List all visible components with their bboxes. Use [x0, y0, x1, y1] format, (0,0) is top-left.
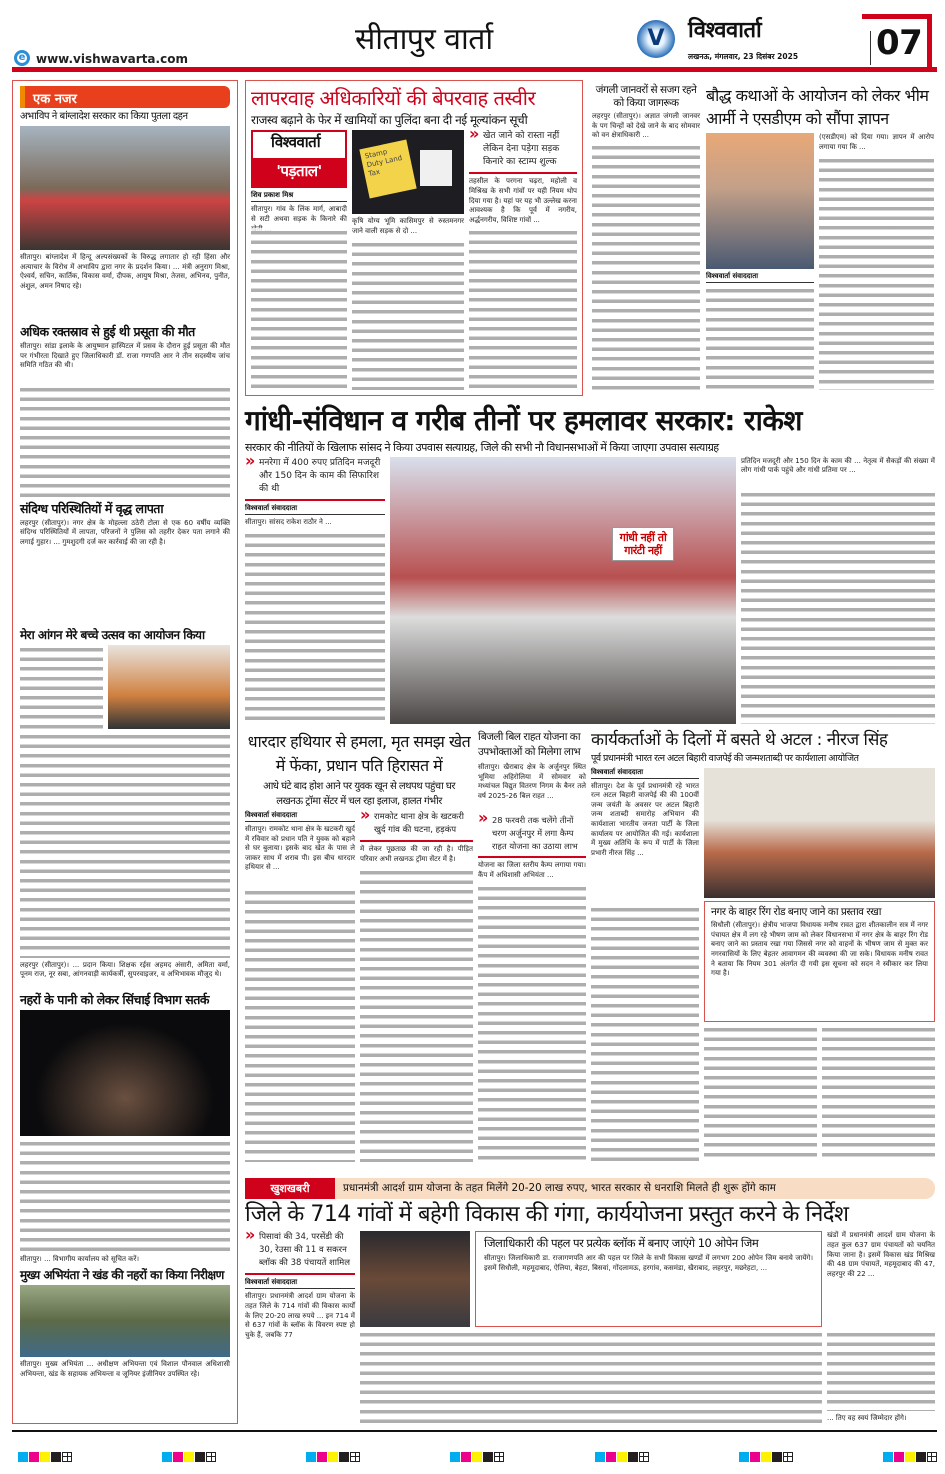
story-heading: अधिक रक्तस्राव से हुई थी प्रसूता की मौत	[20, 324, 195, 339]
investigation-box	[245, 80, 583, 396]
story-col	[827, 1231, 935, 1424]
text-block	[360, 1330, 822, 1424]
byline: शिव प्रकाश मिश्र	[251, 191, 347, 202]
site-logo-e-icon: e	[14, 50, 30, 66]
story-subheading: आधे घंटे बाद होश आने पर युवक खून से लथपथ पहुंचा घर	[263, 781, 455, 792]
story-body: ... तिए वह स्वयं जिम्मेदार होंगे।	[827, 1414, 907, 1422]
story-body: लहरपुर (सीतापुर)। ... प्रदान किया। शिक्षक रईस अहमद अंसारी, अमिता वर्मा, पूनम राज, नूर सबा, आंगनवाड़ी कार्यकर्त्री, सुपरवाइजर, व अभिभावक मौजूद थे।	[20, 960, 230, 979]
middle-row	[245, 730, 935, 1162]
color-bar	[18, 1446, 73, 1465]
text-block	[20, 645, 103, 729]
engineer-inspection-photo	[20, 1285, 230, 1357]
lead-subtitle: सरकार की नीतियों के खिलाफ सांसद ने किया उपवास सत्याग्रह, जिले की सभी नौ विधानसभाओं में किया जाएगा उपवास सत्याग्रह	[245, 440, 719, 454]
text-block	[469, 228, 577, 390]
bheem-story	[706, 84, 934, 390]
protest-photo	[20, 126, 230, 250]
story-body: योजना का जिला स्तरीय कैम्प लगाया गया। कैंप में अधिशासी अभियंता ...	[478, 861, 586, 879]
investigation-col	[251, 130, 347, 390]
village-title: जिले के 714 गांवों में बहेगी विकास की गंगा, कार्ययोजना प्रस्तुत करने के निर्देश	[245, 1202, 849, 1227]
story-body: सीतापुर। गांव के लिंक मार्ग, आबादी से सटी अथवा सड़क के किनारे की	[251, 205, 347, 223]
divider	[245, 1273, 355, 1275]
investigation-col	[352, 130, 464, 390]
divider	[360, 840, 473, 842]
canal-inspection-night-photo	[20, 1010, 230, 1136]
investigation-title: लापरवाह अधिकारियों की बेपरवाह तस्वीर	[251, 86, 536, 110]
text-block	[592, 143, 700, 390]
byline: विश्ववार्ता संवाददाता	[706, 272, 814, 283]
text-block	[20, 385, 230, 498]
story-body: सीतापुर। बांग्लादेश में हिन्दू अल्पसंख्यकों के विरुद्ध लगातार हो रही हिंसा और अत्याचार के विरोध में अभाविप द्वारा नगर के प्रदर्शन किया। ... मंत्री अनुराग मिश्रा, ऐश्वर्य, सचिन, कार्तिक, विकास वर्मा, दीपक, आयुष मिश्रा, तेजस, अभिनव, पुनीत, अंशुल, अमन निषाद रहे।	[20, 253, 230, 290]
text-block	[245, 888, 355, 1162]
story-heading: नगर के बाहर रिंग रोड बनाए जाने का प्रस्ताव रखा	[711, 905, 881, 918]
story-subheading: लखनऊ ट्रॉमा सेंटर में चल रहा इलाज, हालत गंभीर	[276, 796, 442, 807]
story-body: सिधौली (सीतापुर)। क्षेत्रीय भाजपा विधायक मनीष रावत द्वारा शीतकालीन सत्र में नगर पंचायत क्षेत्र में लग रहे भीषण जाम को लेकर विधानसभा में नगर क्षेत्र के बाहर रिंग रोड बनाए जाने का प्रस्ताव रखा गया जिससे नगर को वाहनों के भीषण जाम से मुक्त कर नगरवासियों के लिए बेहतर आवागमन की व्यवस्था की जा सके। विधायक मनीष रावत ने बताया कि नियम 301 अंतर्गत दी गयी इस सूचना को सदन ने स्वीकार कर लिया गया है।	[711, 921, 928, 978]
brand-logo-icon: V	[637, 20, 675, 58]
footer-rule	[12, 1430, 937, 1432]
story-body: लहरपुर (सीतापुर)। अज्ञात जंगली जानवर के पग चिन्हों को देखे जाने के बाद सोमवार को वन क्षेत्राधिकारी ...	[592, 112, 700, 140]
byline: विश्ववार्ता संवाददाता	[245, 504, 385, 515]
workshop-photo	[704, 768, 935, 898]
text-block	[706, 286, 814, 390]
story-heading: नहरों के पानी को लेकर सिंचाई विभाग सतर्क	[20, 991, 209, 1007]
village-story	[245, 1178, 935, 1424]
color-bar	[450, 1446, 505, 1465]
byline: विश्ववार्ता संवाददाता	[245, 811, 355, 822]
memorandum-photo	[706, 133, 814, 269]
story-body: सीतापुर। रामकोट थाना क्षेत्र के खटकरी खुर्द में रविवार को प्रधान पति ने युवक को बहाने से घर बुलाया। इसके बाद खेत के पास ले जाकर साथ में शराब पी। इस बीच धारदार हथियार से ...	[245, 825, 355, 872]
story-body: सीतापुर। मुख्य अभियंता ... अधीक्षण अभियन्ता एवं विशाल पौनवाल अधिशासी अभियन्ता, खंड के सहायक अभियन्ता व जूनियर इंजीनियर उपस्थित रहे।	[20, 1360, 230, 1378]
pull-quote: » खेत जाने को रास्ता नहीं लेकिन देना पड़ेगा सड़क किनारे का स्टाम्प शुल्क	[469, 130, 577, 169]
satyagraha-photo	[390, 457, 736, 724]
padtal-logo: विश्ववार्ता 'पड़ताल'	[251, 130, 347, 188]
investigation-subtitle: राजस्व बढ़ाने के फेर में खामियों का पुलिंदा बना दी नई मूल्यांकन सूची	[251, 113, 528, 127]
left-column	[20, 86, 230, 1418]
site-url[interactable]: www.vishwavarta.com	[36, 52, 188, 66]
story-body: सीतापुर। देश के पूर्व प्रधानमंत्री रहे भारत रत्न अटल बिहारी वाजपेई की की 100वीं जन्म जयंती के अवसर पर अटल बिहारी जन्म शताब्दी समारोह अभियान की कार्यशाला भारतीय जनता पार्टी के जिला कार्यालय पर आयोजित की गई। कार्यशाला में मुख्य अतिथि के रूप में पार्टी के जिला प्रभारी नीरज सिंह ...	[591, 781, 699, 857]
color-bar	[739, 1446, 794, 1465]
story-col	[819, 133, 934, 390]
text-block	[245, 531, 385, 724]
text-block	[827, 1330, 935, 1411]
story-body: में लेकर पूछताछ की जा रही है। पीड़ित परिवार अभी लखनऊ ट्रॉमा सेंटर में है।	[360, 845, 473, 863]
story-body: सीतापुर। प्रधानमंत्री आदर्श ग्राम योजना के तहत जिले के 714 गांवों की विकास कार्यों के लिए 20-20 लाख रुपये ... इन 714 में से 637 गांवों के ब्लॉक के विवरण स्पष्ट हो चुके हैं, जबकि 77	[245, 1292, 355, 1339]
story-heading: बिजली बिल राहत योजना का उपभोक्ताओं को मिलेगा लाभ	[478, 731, 581, 758]
story-col	[245, 1231, 355, 1424]
brand-name: विश्ववार्ता	[688, 18, 762, 43]
investigation-columns	[251, 130, 577, 390]
story-row	[706, 133, 934, 390]
text-block	[360, 868, 473, 1162]
lead-col	[741, 457, 935, 724]
page-number: 07	[876, 23, 923, 63]
ringroad-box	[704, 901, 935, 1023]
electricity-story	[478, 730, 586, 1162]
village-columns	[245, 1231, 935, 1424]
text-block	[741, 490, 935, 724]
story-row	[245, 811, 473, 1162]
story-subheading: पूर्व प्रधानमंत्री भारत रत्न अटल बिहारी वाजपेई की जन्मशताब्दी पर कार्यशाला आयोजित	[591, 753, 859, 765]
story-body: कृषि योग्य भूमि कासिमपुर से रुस्तमनगर जाने वाली सड़क से दो ...	[352, 217, 464, 235]
placard: गांधी नहीं तो गारंटी नहीं	[612, 527, 674, 561]
pull-quote: » पिसावां की 34, परसेंडी की 30, रेउसा की 11 व सकरन ब्लॉक की 38 पंचायतें शामिल	[245, 1231, 355, 1270]
page-number-box	[862, 14, 932, 72]
color-bar	[162, 1446, 217, 1465]
story-body: सीतापुर। खैराबाद क्षेत्र के अर्जुनपुर स्थित भूमिया अहिरोलिया में सोमवार को मध्यांचल विद्युत वितरण निगम के बैनर तले वर्ष 2025-26 बिल राहत ...	[478, 763, 586, 800]
story-heading: मेरा आंगन मेरे बच्चे उत्सव का आयोजन किया	[20, 627, 205, 642]
story-heading: मुख्य अभियंता ने खंड की नहरों का किया निरीक्षण	[20, 1267, 224, 1282]
text-block	[822, 1025, 935, 1162]
kicker-bar	[245, 1178, 935, 1199]
story-heading: जंगली जानवरों से सजग रहने को किया जागरूक	[595, 84, 697, 109]
story-col	[704, 768, 935, 1162]
color-bar	[883, 1446, 938, 1465]
open-gym-box	[475, 1231, 822, 1327]
pull-quote: » 28 फरवरी तक चलेंगे तीनों चरण अर्जुनपुर में लगा कैम्प राहत योजना का उठाया लाभ	[478, 814, 586, 853]
story-heading: अभाविप ने बांग्लादेश सरकार का किया पुतला दहन	[20, 111, 188, 122]
section-title: सीतापुर वार्ता	[355, 22, 493, 57]
text-block	[352, 240, 464, 390]
dateline: लखनऊ, मंगलवार, 23 दिसंबर 2025	[688, 52, 799, 61]
story-col	[360, 1231, 822, 1424]
story-body: (एसडीएम) को दिया गया। ज्ञापन में आरोप लगाया गया कि ...	[819, 133, 934, 151]
story-heading: बौद्ध कथाओं के आयोजन को लेकर भीम आर्मी ने एसडीएम को सौंपा ज्ञापन	[706, 86, 929, 128]
stamp-duty-photo: Stamp Duty Land Tax	[352, 130, 464, 214]
story-body: सीतापुर। जिलाधिकारी डा. राजागणपति आर की पहल पर जिले के सभी विकास खण्डों में लगभग 200 ओपेन जिम बनाये जायेंगे। इसमें सिधौली, महमूदाबाद, ऐलिया, बेहटा, बिसवां, गोंदलामऊ, हरगांव, कसमंडा, खैराबाद, लहरपुर, मछरेहटा, ...	[484, 1254, 813, 1272]
color-bar	[306, 1446, 361, 1465]
attack-story	[245, 730, 473, 1162]
pull-quote: » रामकोट थाना क्षेत्र के खटकरी खुर्द गांव की घटना, हड़कंप	[360, 811, 473, 837]
color-registration-marks	[18, 1446, 938, 1465]
text-block	[591, 905, 699, 1162]
story-col	[591, 768, 699, 1162]
lead-columns	[245, 457, 935, 724]
byline: विश्ववार्ता संवाददाता	[245, 1278, 355, 1289]
kicker-text: प्रधानमंत्री आदर्श ग्राम योजना के तहत मिलेंगे 20-20 लाख रुपए, भारत सरकार से धनराशि मिलते ही शुरू होंगे काम	[343, 1182, 776, 1194]
story-col	[360, 811, 473, 1162]
header-rule	[12, 67, 937, 72]
divider	[478, 856, 586, 858]
story-body: खंडों में प्रधानमंत्री आदर्श ग्राम योजना के तहत कुल 637 ग्राम पंचायतों को चयनित किया जाना है। इसमें विकास खंड मिश्रिख की 48 ग्राम पंचायतें, महमूदाबाद की 47, लहरपुर की 22 ...	[827, 1231, 935, 1278]
text-block	[251, 228, 347, 390]
story-heading: संदिग्ध परिस्थितियों में वृद्ध लापता	[20, 500, 164, 516]
story-body: सीतापुर। सांडा इलाके के आयुष्मान हास्पिटल में प्रसव के दौरान हुई प्रसूता की मौत पर गंभीरता दिखाते हुए जिलाधिकारी डॉ. राजा गणपति आर ने तीन सदस्यीय जांच समिति गठित की थी।	[20, 342, 230, 370]
lead-col	[245, 457, 385, 724]
story-body: तहसील के परगना चढ़रा, महोली व मिश्रिख के सभी गांवों पर यही नियम थोप दिया गया है। यहां पर यह भी उल्लेख करना आवश्यक है कि पूर्व में नगरीय, अर्द्धनगरीय, विशिष्ट गांवों ...	[469, 177, 577, 224]
story-body: प्रतिदिन मजदूरी और 150 दिन के काम की ... नेतृत्व में सैकड़ों की संख्या में लोग गांधी पार्क पहुंचे और गांधी प्रतिमा पर ...	[741, 456, 935, 475]
byline: विश्ववार्ता संवाददाता	[591, 768, 699, 779]
investigation-col	[469, 130, 577, 390]
atal-story	[591, 730, 935, 1162]
story-heading: धारदार हथियार से हमला, मृत समझ खेत में फेंका, प्रधान पति हिरासत में	[247, 732, 471, 775]
text-block	[704, 1025, 817, 1162]
pull-quote: » मनरेगा में 400 रुपए प्रतिदिन मजदूरी और 150 दिन के काम की सिफारिश की थी	[245, 457, 385, 496]
color-bar	[595, 1446, 650, 1465]
story-row	[591, 768, 935, 1162]
district-magistrate-photo	[360, 1231, 470, 1327]
text-block	[20, 732, 230, 958]
story-body: सीतापुर। सांसद राकेश राठौर ने ...	[245, 517, 332, 526]
story-col	[245, 811, 355, 1162]
jungle-story	[592, 84, 700, 390]
divider	[469, 172, 577, 174]
text-block	[478, 884, 586, 1162]
lead-story	[245, 404, 935, 724]
lead-title: गांधी-संविधान व गरीब तीनों पर हमलावर सरकार: राकेश	[245, 404, 802, 437]
story-row	[360, 1231, 822, 1327]
story-row	[20, 645, 230, 729]
story-heading: कार्यकर्ताओं के दिलों में बसते थे अटल : नीरज सिंह	[591, 730, 888, 750]
event-photo	[108, 645, 230, 729]
text-block	[20, 1139, 230, 1252]
story-heading: जिलाधिकारी की पहल पर प्रत्येक ब्लॉक में बनाए जाएंगे 10 ओपेन जिम	[484, 1236, 759, 1251]
divider	[245, 499, 385, 501]
story-row	[704, 1025, 935, 1162]
story-col	[706, 133, 814, 390]
story-body: सीतापुर। ... विभागीय कार्यालय को सूचित करें।	[20, 1254, 140, 1263]
text-block	[819, 156, 934, 390]
khushkhabri-tag: खुशखबरी	[245, 1178, 335, 1199]
ek-nazar-label: एक नजर	[20, 86, 230, 108]
story-body: लहरपुर (सीतापुर)। नगर क्षेत्र के मोहल्ला ठठेरी टोला से एक 60 वर्षीय व्यक्ति संदिग्ध परिस्थितियों में लापता, परिजनों ने पुलिस को तहरीर देकर पता लगाने की लगाई गुहार। ... गुमशुदगी दर्ज कर कार्रवाई की जा रही है।	[20, 518, 230, 546]
